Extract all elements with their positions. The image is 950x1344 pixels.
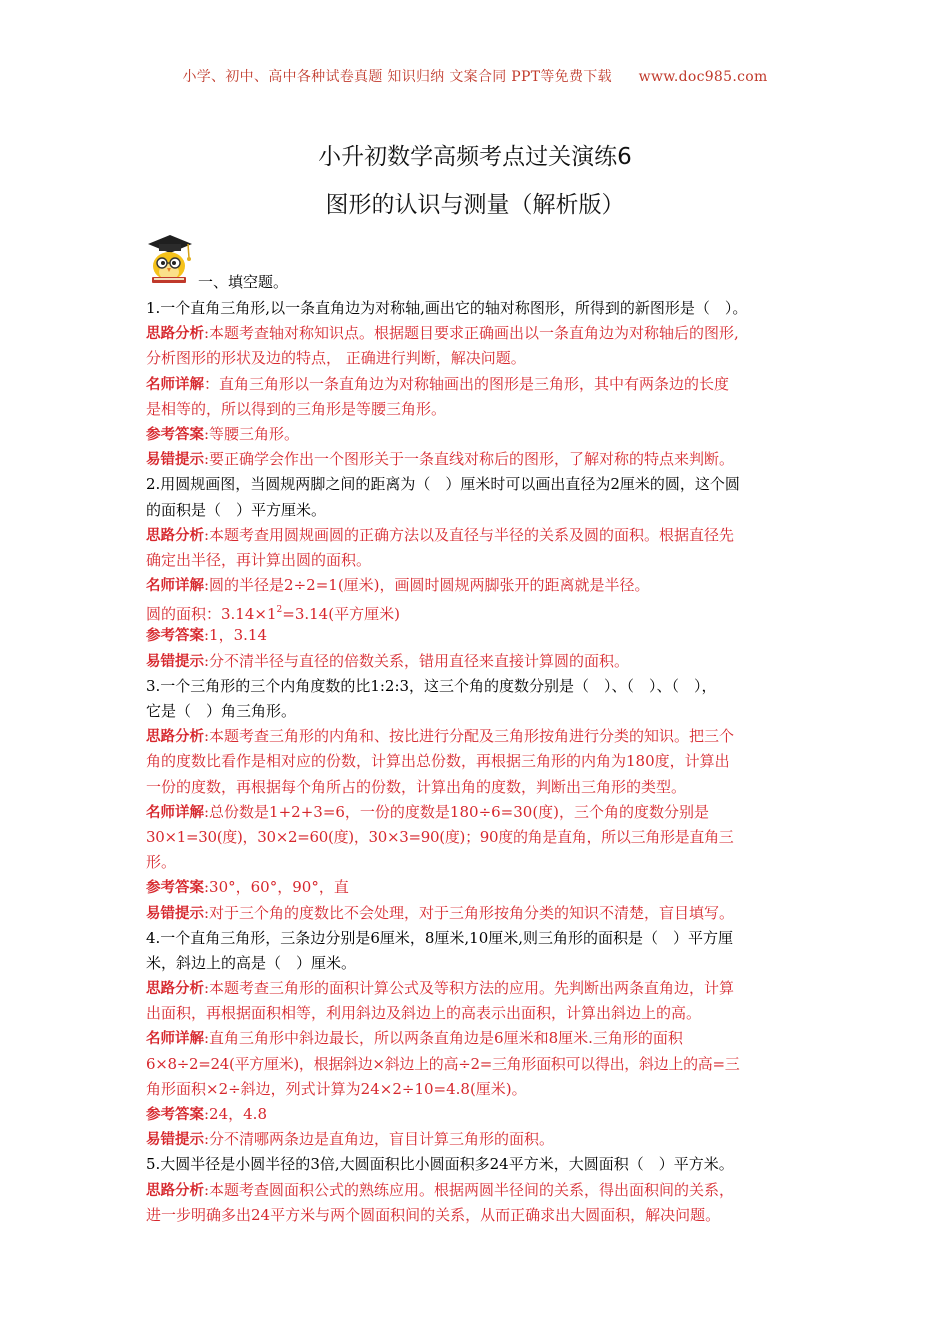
- owl-graduate-icon: [142, 232, 194, 286]
- analysis-label: 思路分析: [146, 729, 204, 746]
- q2-analysis-text: :本题考查用圆规画圆的正确方法以及直径与半径的关系及圆的面积。根据直径先: [204, 525, 735, 544]
- q4-tip: [146, 1127, 816, 1152]
- q4-analysis-text: :本题考查三角形的面积计算公式及等积方法的应用。先判断出两条直角边，计算: [204, 979, 735, 998]
- analysis-label: 思路分析: [146, 1182, 204, 1199]
- q4-detail-line-1: [146, 1026, 816, 1051]
- tip-label: 易错提示: [146, 452, 204, 469]
- q1-tip: [146, 447, 816, 472]
- q2-tip: [146, 649, 816, 674]
- q2-analysis-line-2: 确定出半径，再计算出圆的面积。: [146, 550, 372, 569]
- analysis-label: 思路分析: [146, 527, 204, 544]
- q1-answer: [146, 422, 816, 447]
- q3-tip-text: :对于三个角的度数比不会处理，对于三角形按角分类的知识不清楚，盲目填写。: [204, 903, 735, 922]
- detail-label: 名师详解: [146, 804, 204, 821]
- analysis-label: 思路分析: [146, 326, 204, 343]
- q4-answer-text: :24，4.8: [204, 1105, 267, 1123]
- q1-answer-text: :等腰三角形。: [204, 424, 300, 443]
- tip-label: 易错提示: [146, 1132, 204, 1149]
- header-site-link[interactable]: www.doc985.com: [638, 69, 768, 85]
- q3-answer: [146, 875, 816, 900]
- detail-label: 名师详解: [146, 376, 204, 393]
- q2-area-formula: 圆的面积：3.14×1: [146, 605, 277, 624]
- detail-label: 名师详解: [146, 1031, 204, 1048]
- q5-analysis-line-2: 进一步明确多出24平方米与两个圆面积间的关系，从而正确求出大圆面积，解决问题。: [146, 1205, 721, 1224]
- q4-analysis-line-1: [146, 976, 816, 1001]
- q3-analysis-line-3: 一份的度数，再根据每个角所占的份数，计算出角的度数，判断出三角形的类型。: [146, 777, 687, 796]
- q3-detail-line-3: 形。: [146, 853, 177, 872]
- header-banner: [0, 66, 950, 86]
- q2-area-exponent: 2: [276, 605, 283, 616]
- q2-tip-text: :分不清半径与直径的倍数关系，错用直径来直接计算圆的面积。: [204, 651, 630, 670]
- answer-label: 参考答案: [146, 880, 204, 897]
- page-subtitle: 图形的认识与测量（解析版）: [325, 192, 625, 218]
- q3-analysis-line-1: [146, 724, 816, 749]
- tip-label: 易错提示: [146, 905, 204, 922]
- detail-label: 名师详解: [146, 578, 204, 595]
- q4-detail-text: :直角三角形中斜边最长，所以两条直角边是6厘米和8厘米.三角形的面积: [204, 1029, 683, 1048]
- q1-detail-line-2: 是相等的，所以得到的三角形是等腰三角形。: [146, 399, 447, 418]
- q1-detail-text: ：直角三角形以一条直角边为对称轴画出的图形是三角形，其中有两条边的长度: [204, 374, 730, 393]
- page-title: 小升初数学高频考点过关演练6: [318, 144, 632, 170]
- q2-detail-line-1: [146, 573, 816, 598]
- q3-detail-text: :总份数是1+2+3=6，一份的度数是180÷6=30(度)，三个角的度数分别是: [204, 802, 710, 821]
- q5-analysis-line-1: [146, 1178, 816, 1203]
- q2-answer: [146, 623, 816, 648]
- q2-detail-line-2: [146, 598, 816, 623]
- q4-detail-line-3: 角形面积×2÷斜边，列式计算为24×2÷10=4.8(厘米)。: [146, 1079, 527, 1098]
- answer-label: 参考答案: [146, 426, 204, 443]
- q4-answer: [146, 1102, 816, 1127]
- q1-analysis-text: :本题考查轴对称知识点。根据题目要求正确画出以一条直角边为对称轴后的图形,: [204, 324, 739, 343]
- q1-detail-line-1: [146, 372, 816, 397]
- question-5: 5.大圆半径是小圆半径的3倍,大圆面积比小圆面积多24平方米，大圆面积（ ）平方米。: [146, 1155, 734, 1174]
- question-2-line-2: 的面积是（ ）平方厘米。: [146, 500, 327, 519]
- analysis-label: 思路分析: [146, 981, 204, 998]
- header-banner-text: 小学、初中、高中各种试卷真题 知识归纳 文案合同 PPT等免费下载: [182, 69, 612, 85]
- q3-detail-line-2: 30×1=30(度)，30×2=60(度)，30×3=90(度)；90度的角是直角，所以三角形是直角三: [146, 827, 734, 846]
- question-3-line-2: 它是（ ）角三角形。: [146, 702, 297, 720]
- q3-analysis-line-2: 角的度数比看作是相对应的份数，计算出总份数，再根据三角形的内角为180度，计算出: [146, 752, 730, 771]
- q1-analysis-line-2: 分析图形的形状及边的特点， 正确进行判断，解决问题。: [146, 349, 526, 368]
- answer-label: 参考答案: [146, 628, 204, 645]
- tip-label: 易错提示: [146, 653, 204, 670]
- q3-detail-line-1: [146, 800, 816, 825]
- answer-label: 参考答案: [146, 1107, 204, 1123]
- q3-analysis-text: :本题考查三角形的内角和、按比进行分配及三角形按角进行分类的知识。把三个: [204, 727, 735, 746]
- q3-answer-text: :30°，60°，90°，直: [204, 878, 349, 897]
- q2-analysis-line-1: [146, 523, 816, 548]
- question-1: 1.一个直角三角形,以一条直角边为对称轴,画出它的轴对称图形，所得到的新图形是（ ）。: [146, 299, 748, 317]
- q4-analysis-line-2: 出面积，再根据面积相等，利用斜边及斜边上的高表示出面积，计算出斜边上的高。: [146, 1004, 702, 1023]
- q2-answer-text: :1，3.14: [204, 626, 267, 645]
- question-4-line-2: 米，斜边上的高是（ ）厘米。: [146, 953, 357, 972]
- q5-analysis-text: :本题考查圆面积公式的熟练应用。根据两圆半径间的关系，得出面积间的关系，: [204, 1180, 735, 1199]
- q4-tip-text: :分不清哪两条边是直角边，盲目计算三角形的面积。: [204, 1130, 555, 1149]
- document-body: [146, 296, 816, 1228]
- question-2-line-1: 2.用圆规画图，当圆规两脚之间的距离为（ ）厘米时可以画出直径为2厘米的圆，这个圆: [146, 475, 740, 494]
- q1-analysis-line-1: [146, 321, 816, 346]
- section-heading: 一、填空题。: [198, 273, 289, 291]
- q2-detail-text: :圆的半径是2÷2=1(厘米)，画圆时圆规两脚张开的距离就是半径。: [204, 576, 650, 595]
- question-4-line-1: 4.一个直角三角形，三条边分别是6厘米，8厘米,10厘米,则三角形的面积是（ ）平方厘: [146, 928, 734, 947]
- question-3-line-1: 3.一个三角形的三个内角度数的比1:2:3，这三个角的度数分别是（ ）、（ ）、（ ），: [146, 676, 717, 695]
- q4-detail-line-2: 6×8÷2=24(平方厘米)，根据斜边×斜边上的高÷2=三角形面积可以得出，斜边上的高=三: [146, 1054, 740, 1073]
- q3-tip: [146, 901, 816, 926]
- q1-tip-text: :要正确学会作出一个图形关于一条直线对称后的图形，了解对称的特点来判断。: [204, 450, 735, 469]
- q2-area-result: =3.14(平方厘米): [282, 605, 400, 624]
